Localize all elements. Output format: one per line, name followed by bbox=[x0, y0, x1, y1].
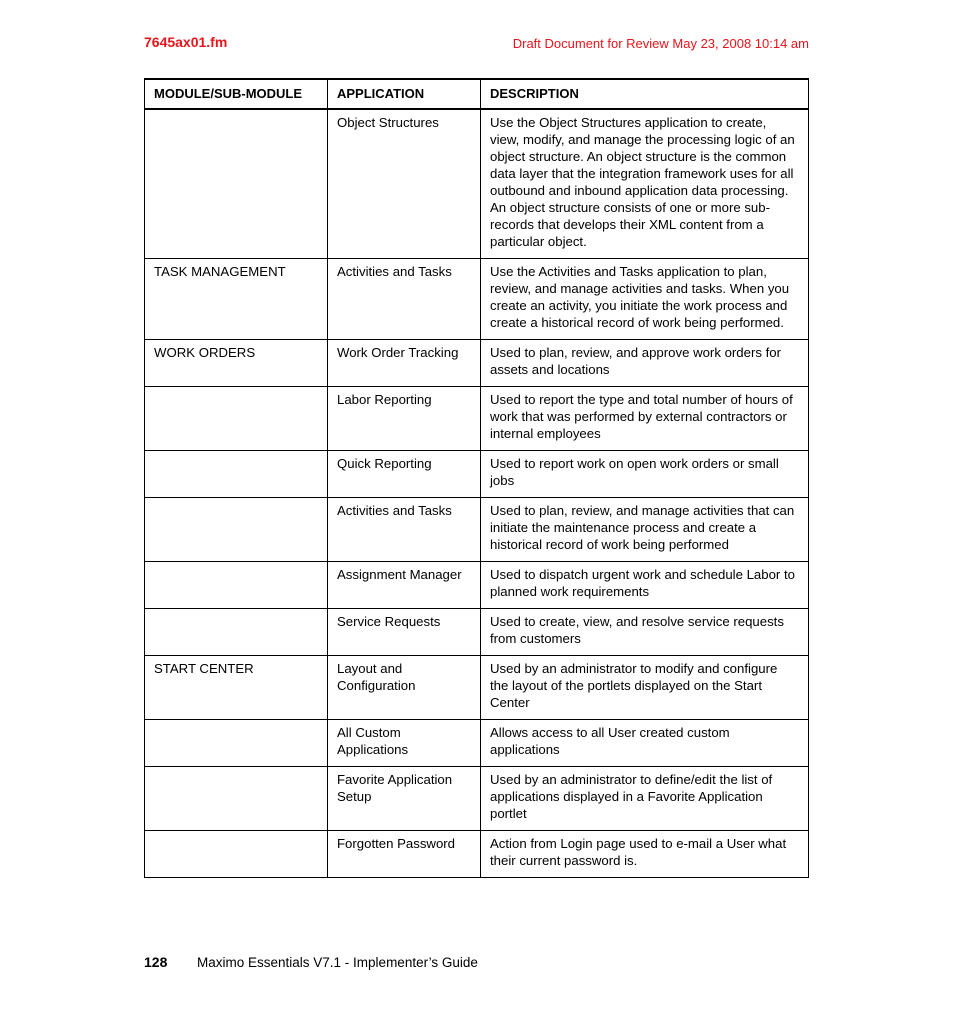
table-row bbox=[145, 451, 809, 498]
table-header-row bbox=[145, 79, 809, 109]
module-cell bbox=[145, 387, 328, 451]
module-cell bbox=[145, 767, 328, 831]
table-row bbox=[145, 498, 809, 562]
description-cell: Used to create, view, and resolve service requests from customers bbox=[481, 609, 809, 656]
table-row bbox=[145, 259, 809, 340]
description-cell: Used to report the type and total number of hours of work that was performed by external contractors or internal employees bbox=[481, 387, 809, 451]
table-row bbox=[145, 720, 809, 767]
column-header-module: MODULE/SUB-MODULE bbox=[145, 79, 328, 109]
module-cell bbox=[145, 609, 328, 656]
document-filename: 7645ax01.fm bbox=[144, 34, 228, 50]
description-cell: Used by an administrator to define/edit the list of applications displayed in a Favorite Application portlet bbox=[481, 767, 809, 831]
application-cell: All Custom Applications bbox=[328, 720, 481, 767]
description-cell: Use the Object Structures application to create, view, modify, and manage the processing logic of an object structure. An object structure is the common data layer that the integration framework uses for all outbound and inbound application data processing. An object structure consists of one or more sub-records that develops their XML content from a particular object. bbox=[481, 109, 809, 259]
application-cell: Activities and Tasks bbox=[328, 259, 481, 340]
module-application-table bbox=[144, 78, 809, 878]
description-cell: Used to report work on open work orders or small jobs bbox=[481, 451, 809, 498]
description-cell: Action from Login page used to e-mail a User what their current password is. bbox=[481, 831, 809, 878]
module-cell: WORK ORDERS bbox=[145, 340, 328, 387]
table-row bbox=[145, 767, 809, 831]
book-title: Maximo Essentials V7.1 - Implementer’s Guide bbox=[197, 955, 478, 970]
application-cell: Favorite Application Setup bbox=[328, 767, 481, 831]
description-cell: Used to plan, review, and approve work orders for assets and locations bbox=[481, 340, 809, 387]
application-cell: Activities and Tasks bbox=[328, 498, 481, 562]
page-number: 128 bbox=[144, 954, 168, 970]
module-cell bbox=[145, 831, 328, 878]
application-cell: Service Requests bbox=[328, 609, 481, 656]
column-header-description: DESCRIPTION bbox=[481, 79, 809, 109]
application-cell: Forgotten Password bbox=[328, 831, 481, 878]
table-row bbox=[145, 609, 809, 656]
table-row bbox=[145, 387, 809, 451]
description-cell: Use the Activities and Tasks application to plan, review, and manage activities and tasks. When you create an activity, you initiate the work process and create a historical record of work being performed. bbox=[481, 259, 809, 340]
table-row bbox=[145, 831, 809, 878]
table-row bbox=[145, 340, 809, 387]
draft-notice: Draft Document for Review May 23, 2008 10:14 am bbox=[512, 36, 809, 51]
application-cell: Quick Reporting bbox=[328, 451, 481, 498]
table-row bbox=[145, 656, 809, 720]
module-cell: START CENTER bbox=[145, 656, 328, 720]
module-cell bbox=[145, 109, 328, 259]
description-cell: Used to dispatch urgent work and schedule Labor to planned work requirements bbox=[481, 562, 809, 609]
module-cell bbox=[145, 562, 328, 609]
table-row bbox=[145, 109, 809, 259]
module-cell bbox=[145, 451, 328, 498]
module-cell bbox=[145, 498, 328, 562]
application-cell: Layout and Configuration bbox=[328, 656, 481, 720]
description-cell: Allows access to all User created custom applications bbox=[481, 720, 809, 767]
application-cell: Object Structures bbox=[328, 109, 481, 259]
module-cell: TASK MANAGEMENT bbox=[145, 259, 328, 340]
application-cell: Assignment Manager bbox=[328, 562, 481, 609]
application-cell: Work Order Tracking bbox=[328, 340, 481, 387]
description-cell: Used by an administrator to modify and configure the layout of the portlets displayed on the Start Center bbox=[481, 656, 809, 720]
column-header-application: APPLICATION bbox=[328, 79, 481, 109]
application-cell: Labor Reporting bbox=[328, 387, 481, 451]
module-cell bbox=[145, 720, 328, 767]
table-body bbox=[145, 109, 809, 878]
table-row bbox=[145, 562, 809, 609]
description-cell: Used to plan, review, and manage activities that can initiate the maintenance process and create a historical record of work being performed bbox=[481, 498, 809, 562]
